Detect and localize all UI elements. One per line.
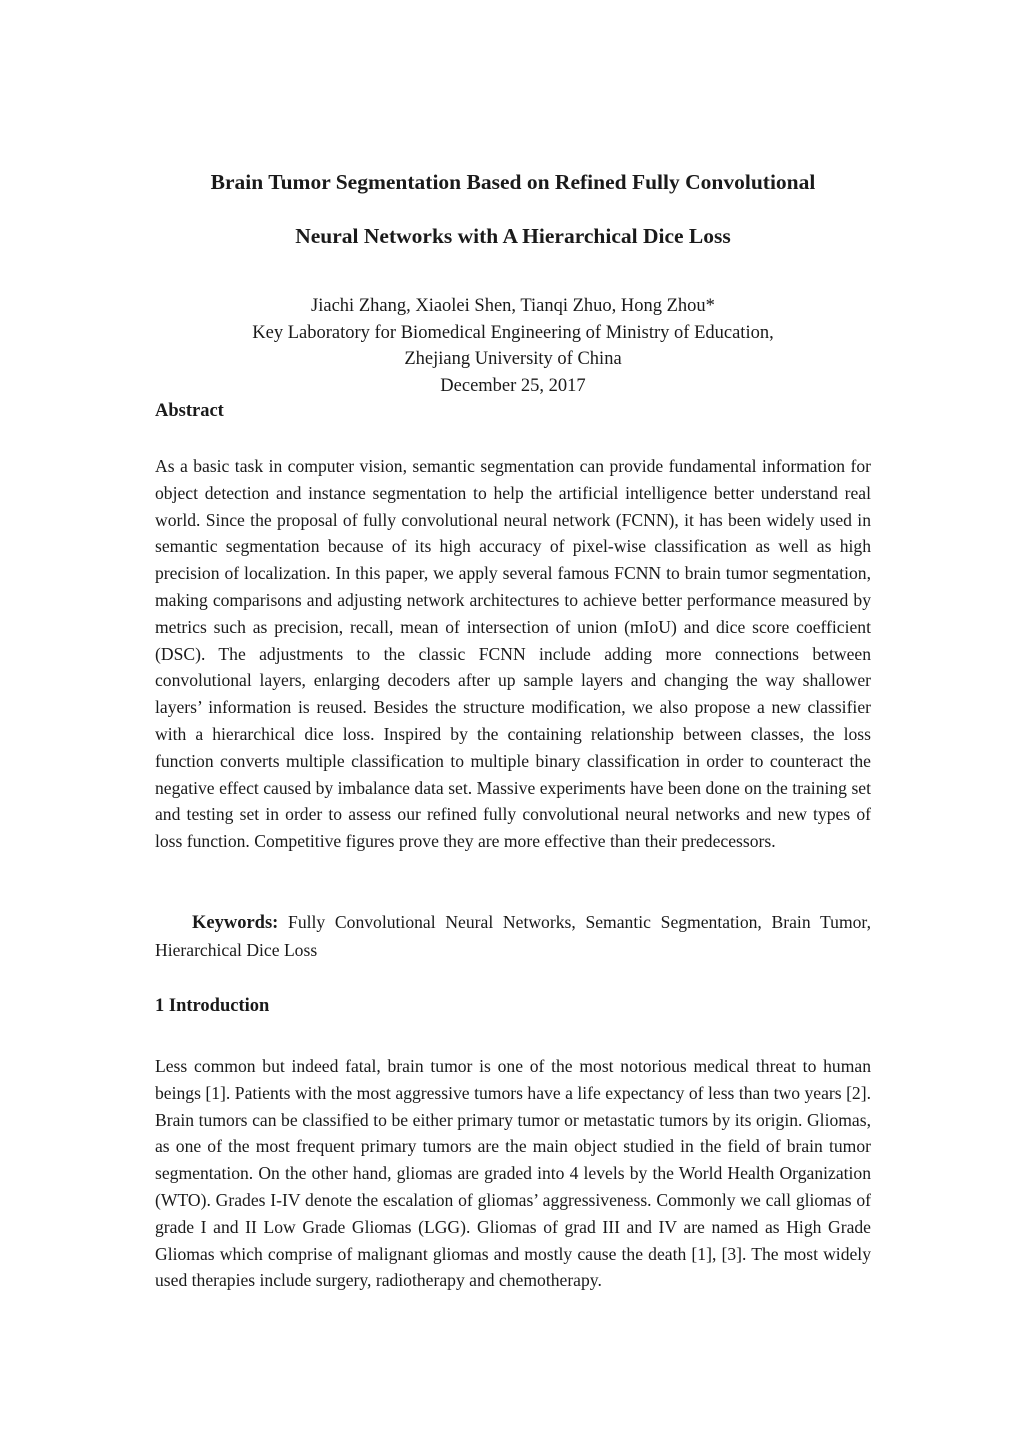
affiliation-line-2: Zhejiang University of China <box>404 349 622 369</box>
abstract-paragraph: As a basic task in computer vision, semantic segmentation can provide fundamental information for object detection and instance segmentation to help the artificial intelligence better understand real world. Since the proposal of fully convolutional neural network (FCNN), it has been widely used in semantic segmentation because of its high accuracy of pixel-wise classification as well as high precision of localization. In this paper, we apply several famous FCNN to brain tumor segmentation, making comparisons and adjusting network architectures to achieve better performance measured by metrics such as precision, recall, mean of intersection of union (mIoU) and dice score coefficient (DSC). The adjustments to the classic FCNN include adding more connections between convolutional layers, enlarging decoders after up sample layers and changing the way shallower layers’ information is reused. Besides the structure modification, we also propose a new classifier with a hierarchical dice loss. Inspired by the containing relationship between classes, the loss function converts multiple classification to multiple binary classification in order to counteract the negative effect caused by imbalance data set. Massive experiments have been done on the training set and testing set in order to assess our refined fully convolutional neural networks and new types of loss function. Competitive figures prove they are more effective than their predecessors. <box>155 456 871 852</box>
author-list: Jiachi Zhang, Xiaolei Shen, Tianqi Zhuo, Hong Zhou* <box>311 296 715 316</box>
introduction-paragraph: Less common but indeed fatal, brain tumor is one of the most notorious medical threat to human beings [1]. Patients with the most aggressive tumors have a life expectancy of less than two years [2]. Brain tumors can be classified to be either primary tumor or metastatic tumors by its origin. Gliomas, as one of the most frequent primary tumors are the main object studied in the field of brain tumor segmentation. On the other hand, gliomas are graded into 4 levels by the World Health Organization (WTO). Grades I-IV denote the escalation of gliomas’ aggressiveness. Commonly we call gliomas of grade I and II Low Grade Gliomas (LGG). Gliomas of grad III and IV are named as High Grade Gliomas which comprise of malignant gliomas and mostly cause the death [1], [3]. The most widely used therapies include surgery, radiotherapy and chemotherapy. <box>155 1056 871 1291</box>
paper-page <box>155 0 871 1448</box>
abstract-heading: Abstract <box>155 401 224 421</box>
paper-title-line-1: Brain Tumor Segmentation Based on Refined Fully Convolutional <box>210 170 816 194</box>
keywords-list: Fully Convolutional Neural Networks, Semantic Segmentation, Brain Tumor, Hierarchical Dice Loss <box>155 912 871 960</box>
paper-title-line-2: Neural Networks with A Hierarchical Dice Loss <box>295 224 731 248</box>
introduction-heading: 1 Introduction <box>155 996 270 1016</box>
author-block <box>115 293 911 399</box>
keywords-label: Keywords: <box>192 913 279 933</box>
keywords-paragraph <box>155 909 871 964</box>
affiliation-line-1: Key Laboratory for Biomedical Engineering of Ministry of Education, <box>252 322 774 343</box>
publication-date: December 25, 2017 <box>440 375 586 396</box>
